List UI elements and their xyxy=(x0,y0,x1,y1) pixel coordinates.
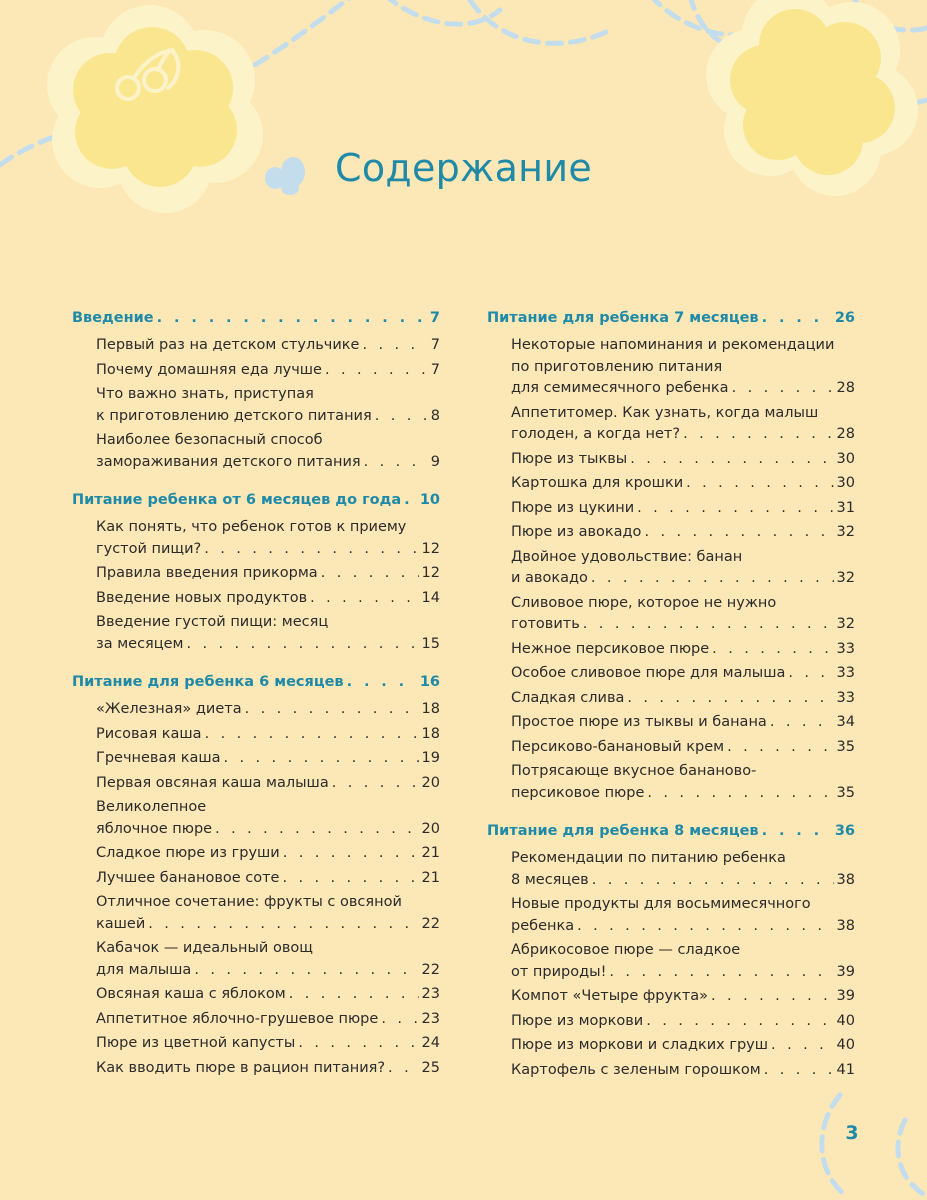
dot-leader xyxy=(148,914,418,936)
section-title: Питание для ребенка 6 месяцев xyxy=(72,674,344,690)
entry-page-number: 21 xyxy=(421,869,440,886)
entry-title-line: для малыша xyxy=(96,961,192,978)
entry-title-line: Пюре из цветной капусты xyxy=(96,1035,296,1051)
dot-leader xyxy=(788,663,833,685)
toc-entry[interactable] xyxy=(96,517,440,560)
dot-leader xyxy=(205,724,419,746)
entry-title-line: Пюре из цукини xyxy=(511,499,635,516)
toc-entry[interactable] xyxy=(511,663,855,685)
entry-page-number: 28 xyxy=(836,380,855,396)
toc-entry[interactable] xyxy=(511,498,855,520)
dot-leader xyxy=(712,639,833,661)
entry-page-number: 39 xyxy=(836,963,855,980)
toc-entry[interactable] xyxy=(96,563,440,585)
entry-page-number: 8 xyxy=(430,407,440,424)
entry-title-line: Сладкая слива xyxy=(511,689,625,706)
entry-page-number: 15 xyxy=(421,635,440,652)
dot-leader xyxy=(388,1058,419,1080)
entry-page-number: 18 xyxy=(421,725,440,742)
toc-entry[interactable] xyxy=(96,724,440,746)
dot-leader xyxy=(245,699,419,721)
entry-page-number: 38 xyxy=(836,871,855,888)
toc-left-column xyxy=(72,306,440,1094)
dot-leader xyxy=(283,843,419,865)
entry-title-line: Как понять, что ребенок готов к приему xyxy=(96,519,407,535)
page-title: Содержание xyxy=(335,146,592,190)
entry-page-number: 23 xyxy=(421,986,440,1002)
entry-title-line: Нежное персиковое пюре xyxy=(511,640,710,657)
section-title: Питание для ребенка 8 месяцев xyxy=(487,823,759,839)
entry-title-line: яблочное пюре xyxy=(96,820,213,837)
entry-title-line: персиковое пюре xyxy=(511,784,645,801)
dot-leader xyxy=(194,960,418,982)
toc-entry[interactable] xyxy=(511,688,855,710)
entry-title-line: Сливовое пюре, которое не нужно xyxy=(511,594,777,611)
entry-title-line: 8 месяцев xyxy=(511,871,589,888)
dot-leader xyxy=(298,1033,418,1055)
entry-page-number: 22 xyxy=(421,915,440,932)
entry-page-number: 28 xyxy=(836,426,855,442)
entry-page-number: 34 xyxy=(836,714,855,730)
toc-entry[interactable] xyxy=(96,843,440,865)
entry-page-number: 40 xyxy=(836,1012,855,1029)
entry-title-line: Картофель с зеленым горошком xyxy=(511,1061,761,1078)
entry-page-number: 35 xyxy=(836,784,855,801)
section-page-number: 7 xyxy=(429,310,440,326)
dot-leader xyxy=(289,984,419,1006)
section-page-number: 26 xyxy=(834,310,855,326)
dot-leader xyxy=(771,1035,834,1057)
entry-title-line: Картошка для крошки xyxy=(511,475,684,491)
toc-section xyxy=(487,306,855,804)
entry-title-line: Двойное удовольствие: банан xyxy=(511,548,743,565)
entry-title-line: Первая овсяная каша малыша xyxy=(96,774,329,791)
section-title: Питание для ребенка 7 месяцев xyxy=(487,310,759,326)
entry-title-line: Некоторые напоминания и рекомендации xyxy=(511,337,835,353)
entry-page-number: 39 xyxy=(836,988,855,1004)
dot-leader xyxy=(609,962,833,984)
entry-title-line: Отличное сочетание: фрукты с овсяной xyxy=(96,894,402,910)
dot-leader xyxy=(592,870,834,892)
entry-page-number: 12 xyxy=(421,540,440,557)
entry-title-line: Наиболее безопасный способ xyxy=(96,432,323,448)
entry-title-line: Гречневая каша xyxy=(96,750,221,766)
toc-entry[interactable] xyxy=(96,938,440,981)
entry-page-number: 32 xyxy=(836,616,855,632)
entry-page-number: 40 xyxy=(836,1037,855,1053)
entry-title-line: кашей xyxy=(96,915,146,932)
entry-title-line: Потрясающе вкусное бананово- xyxy=(511,763,757,779)
toc-entry[interactable] xyxy=(511,1035,855,1057)
dot-leader xyxy=(215,819,418,841)
dot-leader xyxy=(644,522,833,544)
entry-title-line: Как вводить пюре в рацион питания? xyxy=(96,1059,386,1076)
toc-section xyxy=(72,670,440,1079)
toc-entry[interactable] xyxy=(96,773,440,795)
section-page-number: 36 xyxy=(834,823,855,839)
entry-title-line: Пюре из тыквы xyxy=(511,450,628,467)
entry-title-line: Введение новых продуктов xyxy=(96,589,308,606)
entry-page-number: 30 xyxy=(836,475,855,491)
toc-entry[interactable] xyxy=(96,360,440,382)
dot-leader xyxy=(762,819,832,843)
entry-title-line: Первый раз на детском стульчике xyxy=(96,337,360,353)
toc-section xyxy=(487,819,855,1081)
entry-page-number: 14 xyxy=(421,589,440,606)
toc-entry[interactable] xyxy=(511,737,855,759)
toc-entry[interactable] xyxy=(511,593,855,636)
entry-title-line: Пюре из моркови и сладких груш xyxy=(511,1037,769,1053)
entry-page-number: 35 xyxy=(836,738,855,755)
entry-page-number: 41 xyxy=(836,1061,855,1078)
entry-title-line: от природы! xyxy=(511,963,607,980)
toc-entry[interactable] xyxy=(96,1009,440,1031)
toc-entry[interactable] xyxy=(511,335,855,400)
toc-entry[interactable] xyxy=(511,940,855,983)
entry-page-number: 18 xyxy=(421,701,440,717)
toc-entry[interactable] xyxy=(511,403,855,446)
toc-section-heading[interactable] xyxy=(72,306,440,330)
section-page-number: 10 xyxy=(419,492,440,508)
dot-leader xyxy=(591,568,834,590)
toc-entry[interactable] xyxy=(511,522,855,544)
entry-title-line: Овсяная каша с яблоком xyxy=(96,986,286,1002)
dot-leader xyxy=(364,452,428,474)
entry-title-line: Введение густой пищи: месяц xyxy=(96,614,329,630)
dot-leader xyxy=(627,688,833,710)
entry-title-line: Правила введения прикорма xyxy=(96,565,318,581)
dot-leader xyxy=(577,916,833,938)
dot-leader xyxy=(646,1011,833,1033)
entry-page-number: 38 xyxy=(836,917,855,934)
dot-leader xyxy=(647,783,833,805)
entry-title-line: Что важно знать, приступая xyxy=(96,386,314,402)
toc-entry[interactable] xyxy=(96,430,440,473)
entry-title-line: по приготовлению питания xyxy=(511,358,723,375)
entry-title-line: Абрикосовое пюре — сладкое xyxy=(511,942,741,958)
entry-title-line: Рекомендации по питанию ребенка xyxy=(511,850,786,866)
entry-title-line: Пюре из авокадо xyxy=(511,524,642,540)
entry-page-number: 32 xyxy=(836,524,855,540)
dot-leader xyxy=(362,335,427,357)
dot-leader xyxy=(762,306,832,330)
entry-page-number: 19 xyxy=(421,750,440,766)
toc-section-heading[interactable] xyxy=(487,819,855,843)
section-title: Введение xyxy=(72,310,154,326)
dot-leader xyxy=(583,614,834,636)
toc-entry[interactable] xyxy=(96,335,440,357)
entry-title-line: готовить xyxy=(511,616,580,632)
entry-page-number: 33 xyxy=(836,665,855,681)
entry-page-number: 24 xyxy=(421,1035,440,1051)
section-page-number: 16 xyxy=(419,674,440,690)
entry-title-line: Персиково-банановый крем xyxy=(511,738,725,755)
entry-title-line: Аппетитомер. Как узнать, когда малыш xyxy=(511,404,819,421)
dot-leader xyxy=(332,773,419,795)
page-number: 3 xyxy=(845,1122,859,1144)
section-title: Питание ребенка от 6 месяцев до года xyxy=(72,492,402,508)
toc-entry[interactable] xyxy=(511,848,855,891)
entry-title-line: Пюре из моркови xyxy=(511,1012,644,1029)
dot-leader xyxy=(711,986,834,1008)
toc-entry[interactable] xyxy=(511,1011,855,1033)
entry-page-number: 32 xyxy=(836,570,855,586)
toc-entry[interactable] xyxy=(96,984,440,1006)
dot-leader xyxy=(637,498,833,520)
toc-entry[interactable] xyxy=(96,699,440,721)
toc-entry[interactable] xyxy=(96,384,440,427)
entry-page-number: 9 xyxy=(430,453,440,470)
entry-page-number: 22 xyxy=(421,961,440,978)
dot-leader xyxy=(732,378,834,400)
dot-leader xyxy=(224,748,419,770)
toc-entry[interactable] xyxy=(96,1033,440,1055)
toc-section-heading[interactable] xyxy=(72,488,440,512)
toc-entry[interactable] xyxy=(511,1060,855,1082)
toc-section xyxy=(72,306,440,473)
toc-entry[interactable] xyxy=(511,986,855,1008)
entry-title-line: Сладкое пюре из груши xyxy=(96,845,280,861)
entry-title-line: Простое пюре из тыквы и банана xyxy=(511,714,767,730)
dot-leader xyxy=(187,634,419,656)
dot-leader xyxy=(157,306,427,330)
toc-entry[interactable] xyxy=(511,894,855,937)
toc-entry[interactable] xyxy=(96,748,440,770)
dot-leader xyxy=(310,588,418,610)
entry-title-line: Почему домашняя еда лучше xyxy=(96,361,322,378)
entry-page-number: 7 xyxy=(430,337,440,353)
entry-page-number: 30 xyxy=(836,450,855,467)
toc-section-heading[interactable] xyxy=(72,670,440,694)
toc-entry[interactable] xyxy=(511,712,855,734)
dot-leader xyxy=(375,406,428,428)
dot-leader xyxy=(347,670,417,694)
toc-entry[interactable] xyxy=(96,868,440,890)
entry-title-line: к приготовлению детского питания xyxy=(96,407,372,424)
toc-entry[interactable] xyxy=(511,639,855,661)
entry-page-number: 12 xyxy=(421,565,440,581)
dot-leader xyxy=(770,712,834,734)
entry-page-number: 31 xyxy=(836,499,855,516)
entry-page-number: 23 xyxy=(421,1010,440,1027)
entry-title-line: Великолепное xyxy=(96,799,207,815)
toc-entry[interactable] xyxy=(511,473,855,495)
entry-title-line: для семимесячного ребенка xyxy=(511,380,729,396)
entry-page-number: 21 xyxy=(421,845,440,861)
dot-leader xyxy=(321,563,419,585)
entry-page-number: 33 xyxy=(836,640,855,657)
entry-page-number: 33 xyxy=(836,689,855,706)
entry-title-line: Особое сливовое пюре для малыша xyxy=(511,665,786,681)
entry-page-number: 25 xyxy=(421,1059,440,1076)
dot-leader xyxy=(686,473,833,495)
toc-entry[interactable] xyxy=(96,797,440,840)
toc-section xyxy=(72,488,440,655)
entry-title-line: «Железная» диета xyxy=(96,701,242,717)
entry-title-line: Компот «Четыре фрукта» xyxy=(511,988,709,1004)
toc-entry[interactable] xyxy=(96,1058,440,1080)
entry-title-line: Рисовая каша xyxy=(96,725,202,742)
entry-title-line: Лучшее банановое соте xyxy=(96,869,280,886)
dot-leader xyxy=(381,1009,418,1031)
entry-title-line: замораживания детского питания xyxy=(96,453,361,470)
toc-entry[interactable] xyxy=(96,892,440,935)
entry-title-line: за месяцем xyxy=(96,635,184,652)
dot-leader xyxy=(630,449,833,471)
dot-leader xyxy=(683,424,833,446)
entry-page-number: 7 xyxy=(430,361,440,378)
dot-leader xyxy=(764,1060,834,1082)
entry-page-number: 20 xyxy=(421,774,440,791)
dot-leader xyxy=(404,488,417,512)
toc-entry[interactable] xyxy=(96,612,440,655)
toc-entry[interactable] xyxy=(511,449,855,471)
toc-entry[interactable] xyxy=(511,547,855,590)
entry-title-line: голоден, а когда нет? xyxy=(511,426,681,442)
entry-page-number: 20 xyxy=(421,820,440,837)
dot-leader xyxy=(204,539,418,561)
entry-title-line: ребенка xyxy=(511,917,575,934)
toc-entry[interactable] xyxy=(511,761,855,804)
entry-title-line: Новые продукты для восьмимесячного xyxy=(511,896,811,912)
entry-title-line: и авокадо xyxy=(511,570,588,586)
entry-title-line: Кабачок — идеальный овощ xyxy=(96,940,313,956)
dot-leader xyxy=(325,360,428,382)
toc-entry[interactable] xyxy=(96,588,440,610)
dot-leader xyxy=(727,737,833,759)
entry-title-line: густой пищи? xyxy=(96,540,202,557)
entry-title-line: Аппетитное яблочно-грушевое пюре xyxy=(96,1010,379,1027)
dot-leader xyxy=(282,868,418,890)
toc-right-column xyxy=(487,306,855,1096)
toc-section-heading[interactable] xyxy=(487,306,855,330)
